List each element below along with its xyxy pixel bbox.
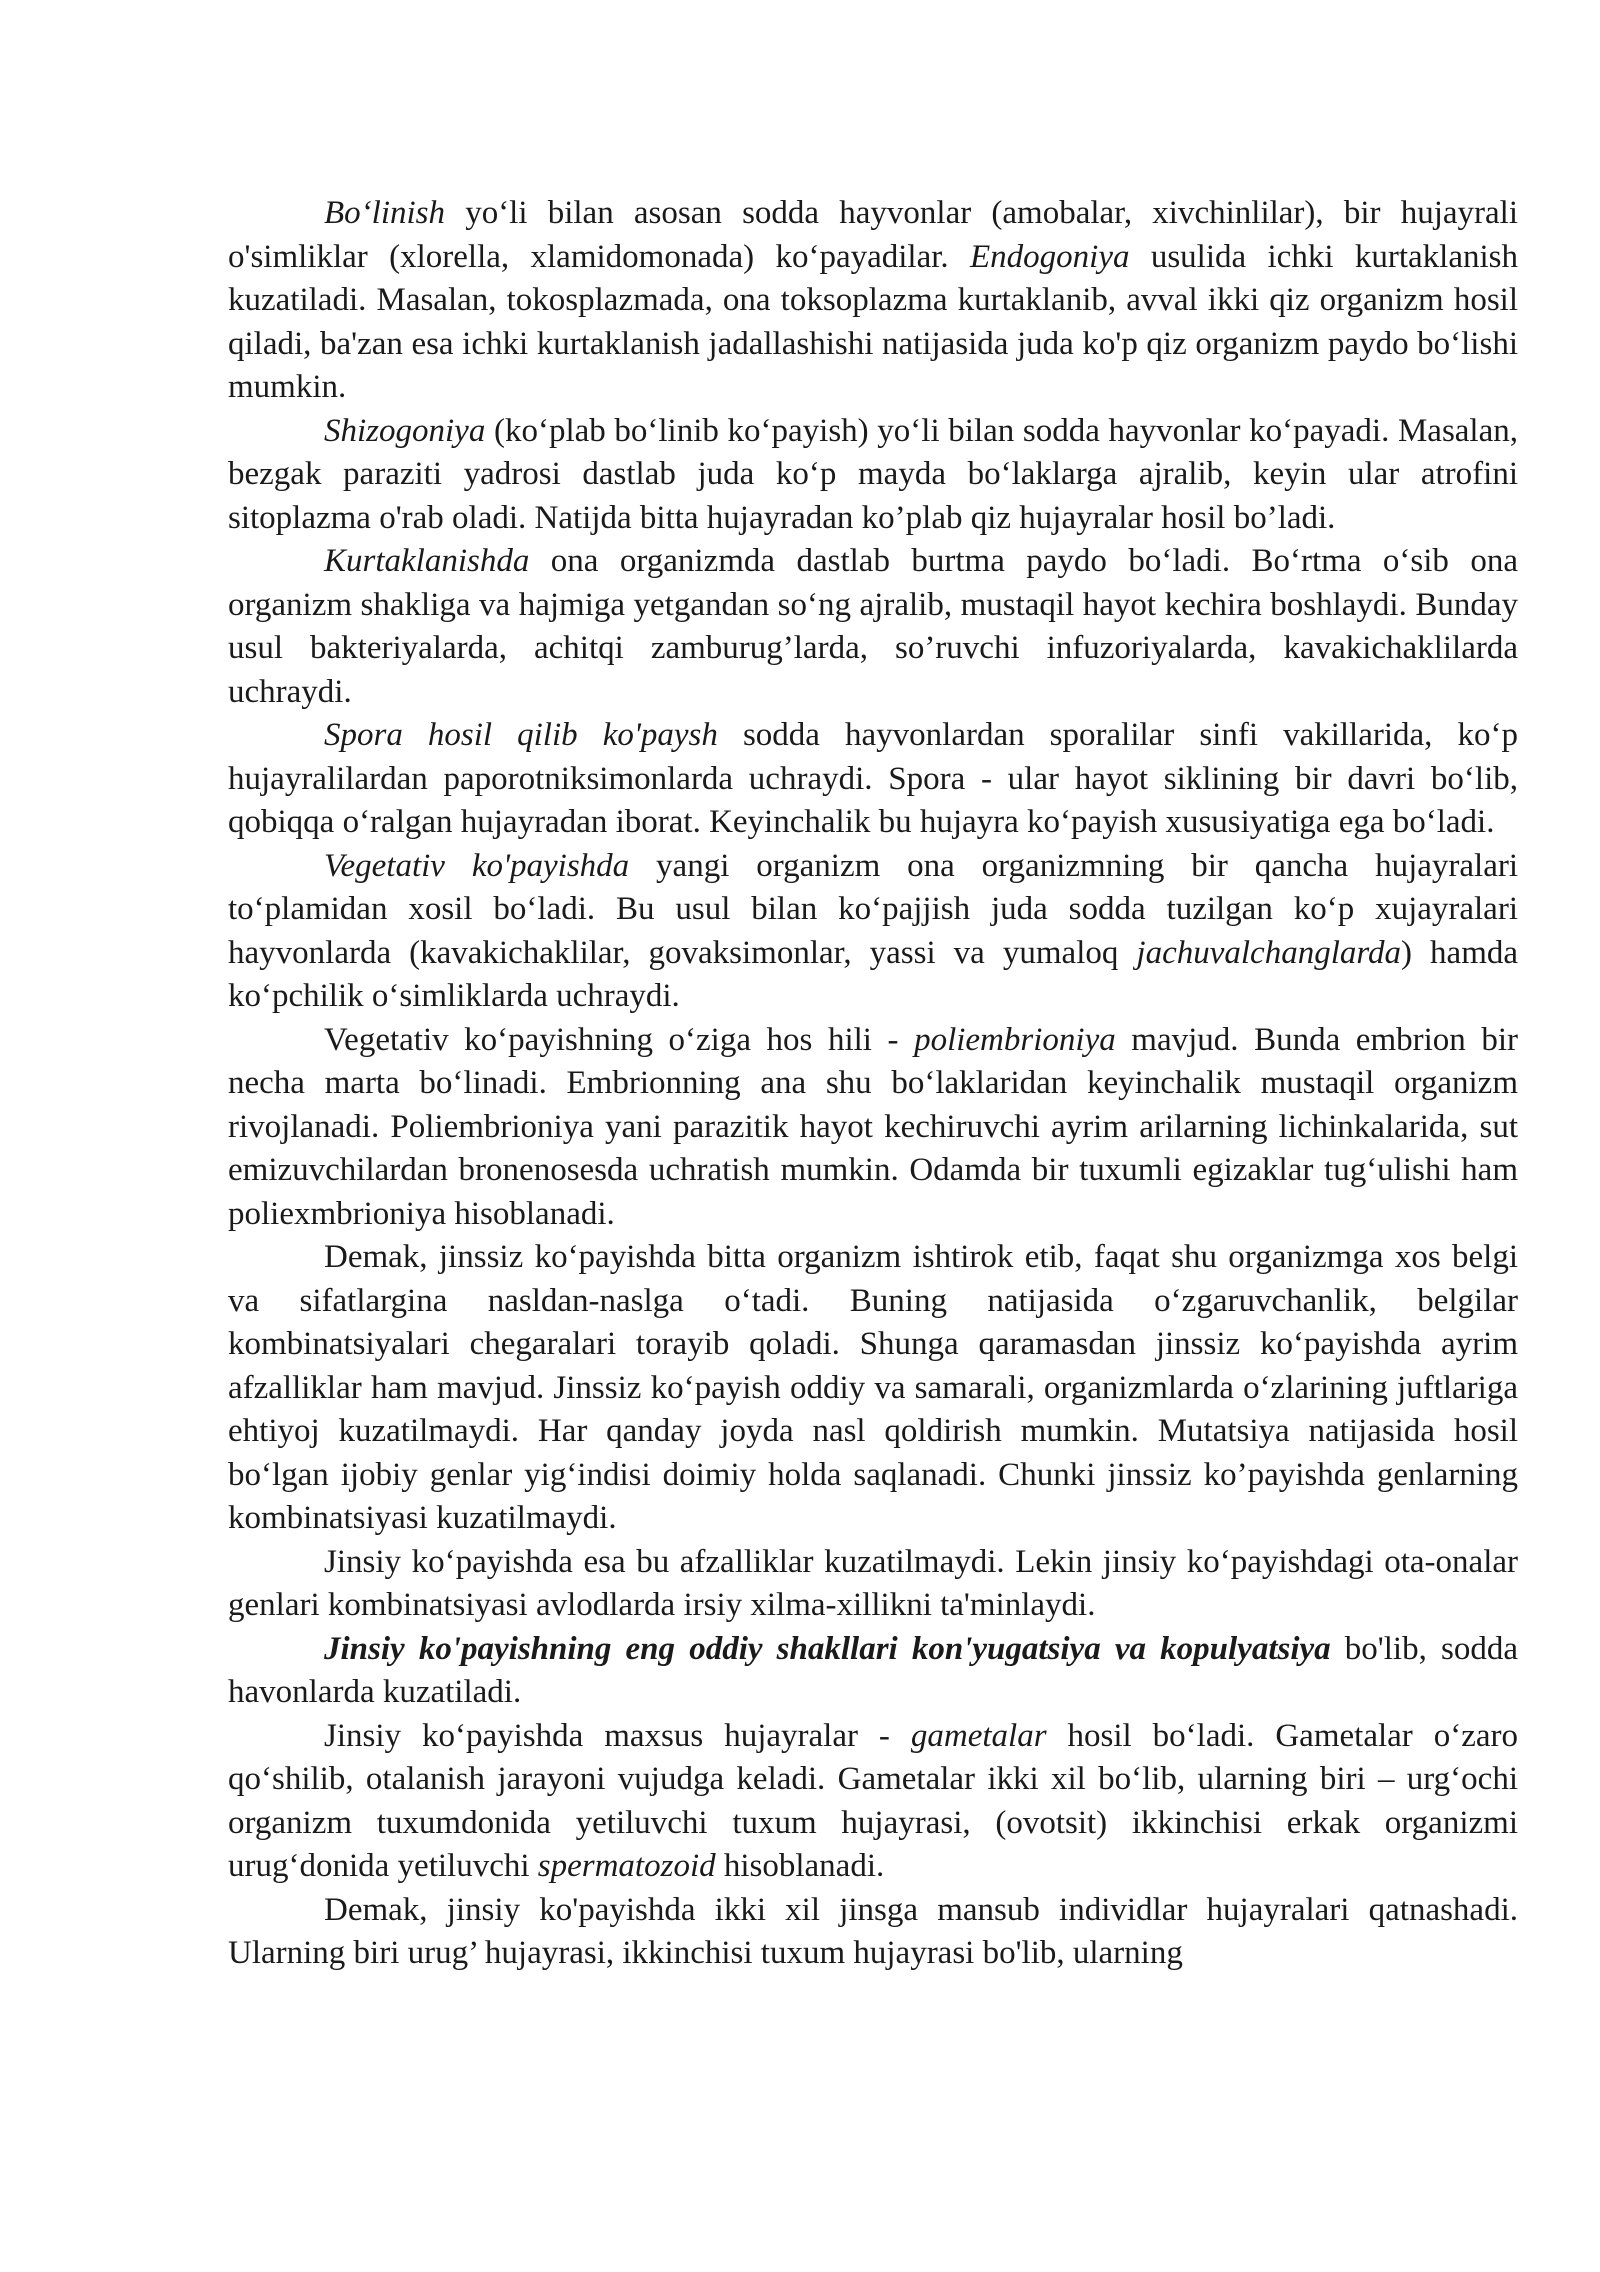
paragraph (228, 714, 1518, 845)
emphasized-term: spermatozoid (537, 1848, 716, 1884)
emphasized-term: Bo‘linish (324, 195, 445, 231)
paragraph-text: hosil bo‘ladi. Gametalar o‘zaro qo‘shilib, otalanish jarayoni vujudga keladi. Gametalar ikki xil bo‘lib, ularning biri – urg‘ochi organizm tuxumdonida yetiluvchi tuxum hujayrasi, (ovotsit) ikkinchisi erkak organizmi urug‘donida yetiluvchi (228, 1717, 1519, 1884)
emphasized-term: gametalar (910, 1717, 1047, 1754)
paragraph-text: Vegetativ ko‘payishning o‘ziga hos hili - (324, 1021, 915, 1058)
paragraph-text: yangi organizm ona organizmning bir qancha hujayralari to‘plamidan xosil bo‘ladi. Bu usul bilan ko‘pajjish juda sodda tuzilgan ko‘p xujayralari hayvonlarda (kavakichaklilar, govaksimonlar, yassi va yumaloq (228, 847, 1519, 971)
paragraph (228, 1628, 1518, 1715)
paragraph-text: (ko‘plab bo‘linib ko‘payish) yo‘li bilan sodda hayvonlar ko‘payadi. Masalan, bezgak paraziti yadrosi dastlab juda ko‘p mayda bo‘laklarga ajralib, keyin ular atrofini sitoplazma o'rab oladi. Natijda bitta hujayradan ko’plab qiz hujayralar hosil bo’ladi. (228, 412, 1518, 536)
emphasized-term: Endogoniya (970, 238, 1130, 275)
paragraph (228, 540, 1518, 714)
paragraph (228, 1715, 1518, 1889)
paragraph-text: bo'lib, sodda havonlarda kuzatiladi. (228, 1630, 1518, 1710)
paragraph-text: Demak, jinsiy ko'payishda ikki xil jinsga mansub individlar hujayralari qatnashadi. Ularning biri urug’ hujayrasi, ikkinchisi tuxum hujayrasi bo'lib, ularning (228, 1891, 1518, 1971)
paragraph-text: ) hamda ko‘pchilik o‘simliklarda uchraydi. (228, 934, 1519, 1014)
paragraph (228, 1019, 1518, 1237)
emphasized-term: Kurtaklanishda (324, 543, 530, 579)
paragraph-text: Demak, jinssiz ko‘payishda bitta organizm ishtirok etib, faqat shu organizmga xos belgi va sifatlargina nasldan-naslga o‘tadi. Buning natijasida o‘zgaruvchanlik, belgilar kombinatsiyalari chegaralari torayib qoladi. Shunga qaramasdan jinssiz ko‘payishda ayrim afzalliklar ham mavjud. Jinssiz ko‘payish oddiy va samarali, organizmlarda o‘zlarining juftlariga ehtiyoj kuzatilmaydi. Har qanday joyda nasl qoldirish mumkin. Mutatsiya natijasida hosil bo‘lgan ijobiy genlar yig‘indisi doimiy holda saqlanadi. Chunki jinssiz ko’payishda genlarning kombinatsiyasi kuzatilmaydi. (228, 1239, 1518, 1536)
paragraph (228, 1889, 1518, 1976)
paragraph-text: ona organizmda dastlab burtma paydo bo‘ladi. Bo‘rtma o‘sib ona organizm shakliga va hajmiga yetgandan so‘ng ajralib, mustaqil hayot kechira boshlaydi. Bunday usul bakteriyalarda, achitqi zamburug’larda, so’ruvchi infuzoriyalarda, kavakichaklilarda uchraydi. (228, 543, 1518, 710)
document-body (228, 192, 1518, 1976)
paragraph (228, 1236, 1518, 1541)
emphasized-term: poliembrioniya (914, 1021, 1116, 1058)
emphasized-term: Spora hosil qilib ko'paysh (324, 717, 718, 753)
paragraph-text: usulida ichki kurtaklanish kuzatiladi. Masalan, tokosplazmada, ona toksoplazma kurtaklanib, avval ikki qiz organizm hosil qiladi, ba'zan esa ichki kurtaklanish jadallashishi natijasida juda ko'p qiz organizm paydo bo‘lishi mumkin. (228, 238, 1518, 405)
paragraph-text: yo‘li bilan asosan sodda hayvonlar (amobalar, xivchinlilar), bir hujayrali o'simliklar (xlorella, xlamidomonada) ko‘payadilar. (228, 195, 1518, 275)
paragraph-text: mavjud. Bunda embrion bir necha marta bo‘linadi. Embrionning ana shu bo‘laklaridan keyinchalik mustaqil organizm rivojlanadi. Poliembrioniya yani parazitik hayot kechiruvchi ayrim arilarning lichinkalarida, sut emizuvchilardan bronenosesda uchratish mumkin. Odamda bir tuxumli egizaklar tug‘ulishi ham poliexmbrioniya hisoblanadi. (228, 1021, 1518, 1232)
paragraph (228, 410, 1518, 541)
paragraph (228, 192, 1518, 410)
paragraph-text: Jinsiy ko‘payishda esa bu afzalliklar kuzatilmaydi. Lekin jinsiy ko‘payishdagi ota-onalar genlari kombinatsiyasi avlodlarda irsiy xilma-xillikni ta'minlaydi. (228, 1543, 1518, 1623)
paragraph (228, 1541, 1518, 1628)
emphasized-term: Shizogoniya (324, 412, 486, 449)
paragraph-text: Jinsiy ko‘payishda maxsus hujayralar - (324, 1717, 911, 1754)
paragraph (228, 845, 1518, 1019)
paragraph-text: hisoblanadi. (715, 1848, 885, 1884)
emphasized-term: jachuvalchanglarda (1136, 934, 1401, 971)
emphasized-term: Jinsiy ko'payishning eng oddiy shakllari kon'yugatsiya va kopulyatsiya (324, 1630, 1331, 1667)
paragraph-text: sodda hayvonlardan sporalilar sinfi vakillarida, ko‘p hujayralilardan paporotniksimonlarda uchraydi. Spora - ular hayot siklining bir davri bo‘lib, qobiqqa o‘ralgan hujayradan iborat. Keyinchalik bu hujayra ko‘payish xususiyatiga ega bo‘ladi. (228, 717, 1518, 840)
emphasized-term: Vegetativ ko'payishda (324, 847, 630, 884)
